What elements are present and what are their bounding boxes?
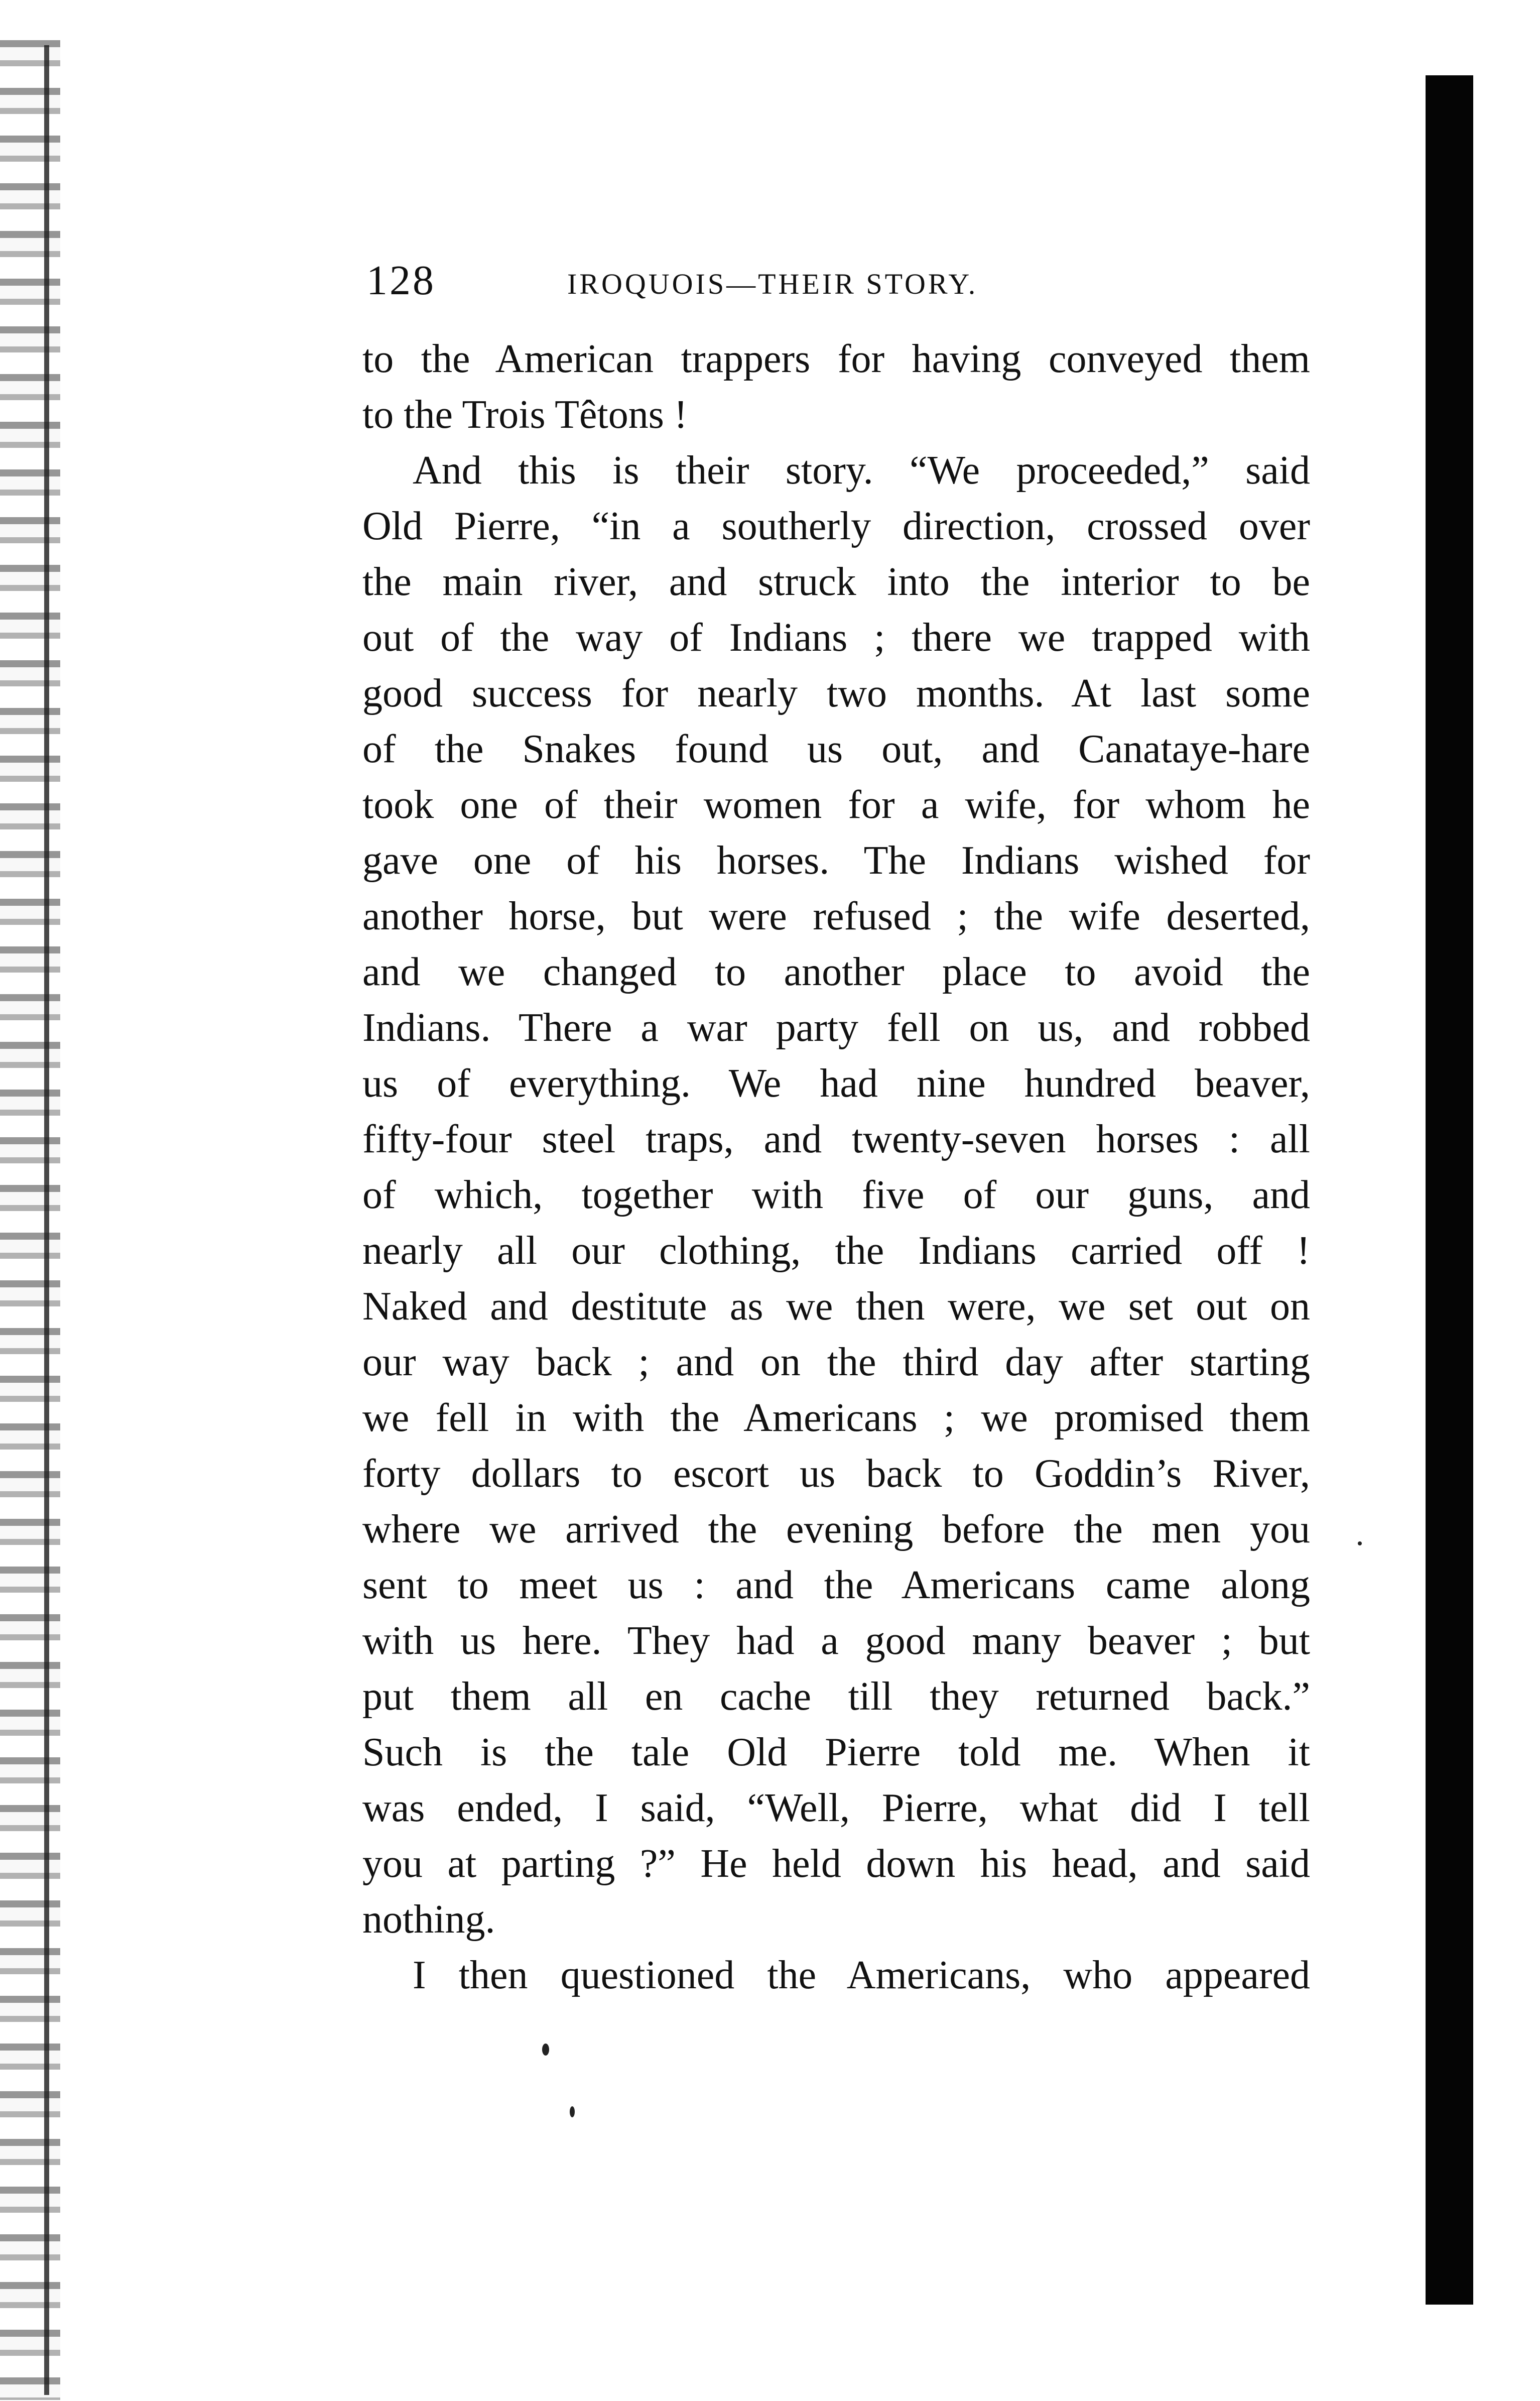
text-line: nothing. [362,1897,495,1942]
text-line: of the Snakes found us out, and Canataye-hare [362,727,1310,771]
text-line: another horse, but were refused ; the wife deserted, [362,894,1310,938]
scan-shadow-right [1426,75,1473,2305]
text-line: where we arrived the evening before the men you [362,1507,1310,1551]
page-number: 128 [366,257,436,304]
ink-speck [570,2106,575,2117]
text-line: put them all en cache till they returned back.” [362,1674,1310,1719]
running-head [366,256,1330,311]
text-line: and we changed to another place to avoid the [362,950,1310,994]
text-line: out of the way of Indians ; there we trapped with [362,616,1310,660]
text-line: with us here. They had a good many beaver ; but [362,1619,1310,1663]
text-line: to the Trois Têtons ! [362,393,688,437]
text-line: gave one of his horses. The Indians wished for [362,838,1310,883]
text-line: fifty-four steel traps, and twenty-seven horses : all [362,1117,1310,1161]
text-line: was ended, I said, “Well, Pierre, what did I tell [362,1786,1310,1830]
ink-speck [542,2044,549,2056]
body-text [362,331,1310,2003]
text-line: we fell in with the Americans ; we promised them [362,1396,1310,1440]
text-line: Old Pierre, “in a southerly direction, crossed over [362,504,1310,548]
text-line: forty dollars to escort us back to Goddin’s River, [362,1452,1310,1496]
text-line: I then questioned the Americans, who appeared [413,1953,1310,1997]
scan-shadow-left [0,40,60,2400]
text-line: Such is the tale Old Pierre told me. When it [362,1730,1310,1774]
text-line: the main river, and struck into the interior to be [362,560,1310,604]
text-line: you at parting ?” He held down his head, and said [362,1842,1310,1886]
running-title: IROQUOIS—THEIR STORY. [567,268,978,300]
text-line: to the American trappers for having conveyed them [362,337,1310,381]
text-line: nearly all our clothing, the Indians carried off ! [362,1229,1310,1273]
text-line: sent to meet us : and the Americans came along [362,1563,1310,1607]
text-line: And this is their story. “We proceeded,” said [413,448,1310,493]
text-line: of which, together with five of our guns, and [362,1173,1310,1217]
text-line: us of everything. We had nine hundred beaver, [362,1061,1310,1106]
text-line: took one of their women for a wife, for whom he [362,783,1310,827]
text-line: good success for nearly two months. At last some [362,671,1310,715]
scan-edge-line-left [44,45,49,2395]
text-line: Indians. There a war party fell on us, and robbed [362,1006,1310,1050]
text-line: our way back ; and on the third day after starting [362,1340,1310,1384]
ink-speck [1358,1541,1362,1545]
text-line: Naked and destitute as we then were, we set out on [362,1284,1310,1329]
